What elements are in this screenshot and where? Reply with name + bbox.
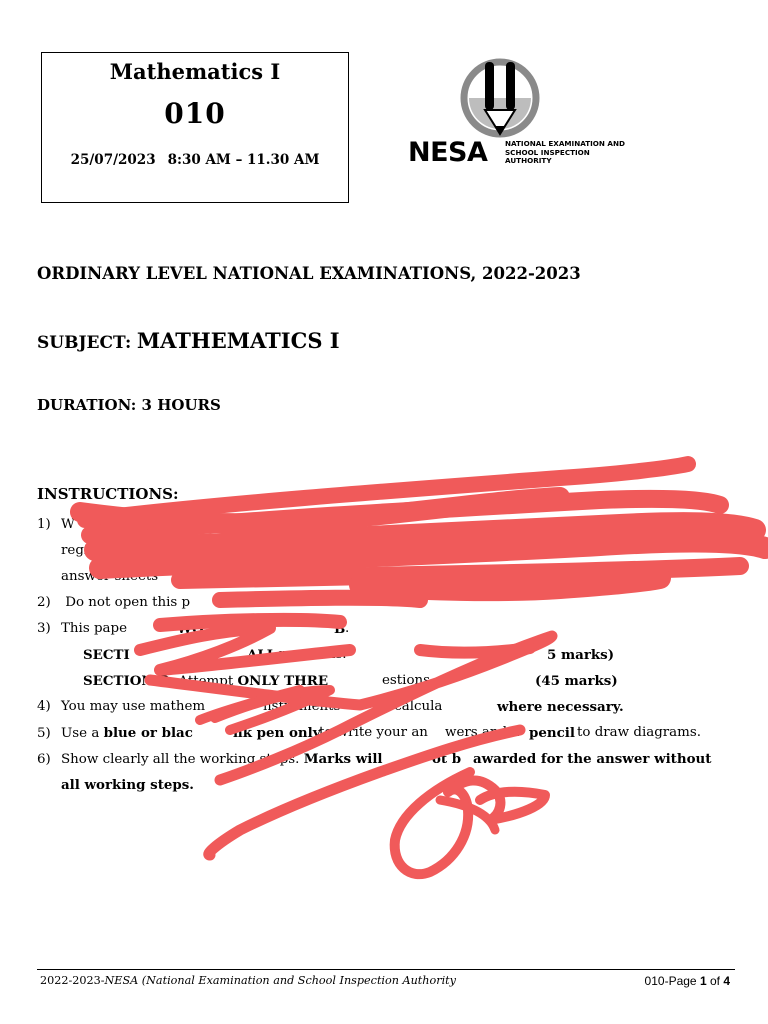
subject-value: MATHEMATICS I [136,328,340,353]
instruction-bold-text: awarded for the answer without [473,751,712,767]
instruction-text: regis [61,543,96,558]
footer-authority-name: NESA (National Examination and School Inspection Authority [104,974,456,987]
header-paper-code: 010 [164,97,226,130]
section-b-marks: (45 marks) [535,673,618,689]
instruction-text: This pape [61,621,128,636]
instruction-bold-text: Marks will [303,751,383,767]
instruction-text: wers and a [445,725,520,740]
instruction-number: 2) [37,595,51,610]
instruction-item [37,746,737,772]
footer-page-number [645,974,730,988]
instruction-bold-text: nk pen only [233,725,321,741]
header-time: 8:30 AM – 11.30 AM [167,152,320,168]
instruction-number: 1) [37,517,51,532]
instruction-text: You may use mathem [61,699,206,714]
instruction-text: to write your an [319,725,428,740]
footer-authority [40,974,456,987]
instruction-bold-text: all working steps. [61,777,194,793]
instruction-item [37,720,737,746]
instruction-number: 3) [37,621,51,636]
instruction-text: : Attempt [169,674,238,689]
instruction-text: so. [397,595,416,610]
instruction-text: answer sheets [61,569,159,584]
footer-current-page: 1 [699,974,707,988]
header-date: 25/07/2023 [70,152,156,168]
instruction-bold-text: ot b [432,751,462,767]
subject-line [37,328,340,353]
instruction-number: 4) [37,699,51,714]
instruction-text: s [532,517,539,532]
instruction-item [37,512,737,538]
instruction-text: Use a [61,726,104,741]
exam-title: ORDINARY LEVEL NATIONAL EXAMINATIONS, 2022-2023 [37,264,581,283]
instruction-bold-text: blue or blac [103,725,193,741]
duration: DURATION: 3 HOURS [37,396,221,414]
instruction-number: 5) [37,726,51,741]
instruction-text: Do not open this p [61,595,191,610]
instruction-text: questions. [277,647,347,662]
section-a-line [37,642,737,668]
footer-of: of [706,974,724,988]
logo-full-name [505,140,635,166]
section-b-label: SECTION B [83,673,170,689]
header-subject: Mathematics I [109,59,281,84]
section-a-label: SECTI [83,647,130,663]
subject-label: SUBJECT: [37,333,132,353]
instruction-text: estions [382,673,431,688]
instruction-text: a calcula [382,699,443,714]
footer-total-pages: 4 [723,974,730,988]
instructions-heading: INSTRUCTIONS: [37,485,179,503]
instruction-text: W [61,517,75,532]
logo-name: NESA [408,137,488,168]
nesa-logo [405,58,635,168]
instruction-text: Show clearly all the working steps. [61,752,304,767]
header-date-time [42,152,348,168]
instruction-bold-text: where necessary. [497,699,624,715]
section-b-line [37,668,737,694]
section-a-marks: 5 marks) [547,647,615,663]
instructions-list [37,512,737,798]
instruction-text: ns: [255,621,276,636]
instruction-text: nstruments [263,699,341,714]
instruction-item: 3) This pape WO ns: B . [37,616,737,642]
instruction-bold-text: pencil [529,725,575,741]
instruction-bold-text: ONLY THRE [237,673,329,689]
logo-full-name-line: AUTHORITY [505,156,552,166]
instruction-number: 6) [37,752,51,767]
instruction-item [37,694,737,720]
instruction-continuation [37,564,737,590]
instruction-continuation [37,538,737,564]
instruction-text: to draw diagrams. [577,725,701,740]
pencil-emblem-icon [455,58,545,140]
logo-full-name-line: SCHOOL INSPECTION [505,147,590,157]
footer-divider [37,969,735,970]
instruction-continuation [37,772,737,798]
footer-page-prefix: 010-Page [644,974,700,988]
instruction-bold-text: WO [177,621,204,637]
instruction-item [37,590,737,616]
exam-header-box [41,52,349,203]
instruction-bold-text: ALL [247,647,277,663]
logo-full-name-line: NATIONAL EXAMINATION AND [505,139,625,148]
footer-year: 2022-2023- [40,974,105,987]
instruction-bold-text: B [334,621,346,637]
